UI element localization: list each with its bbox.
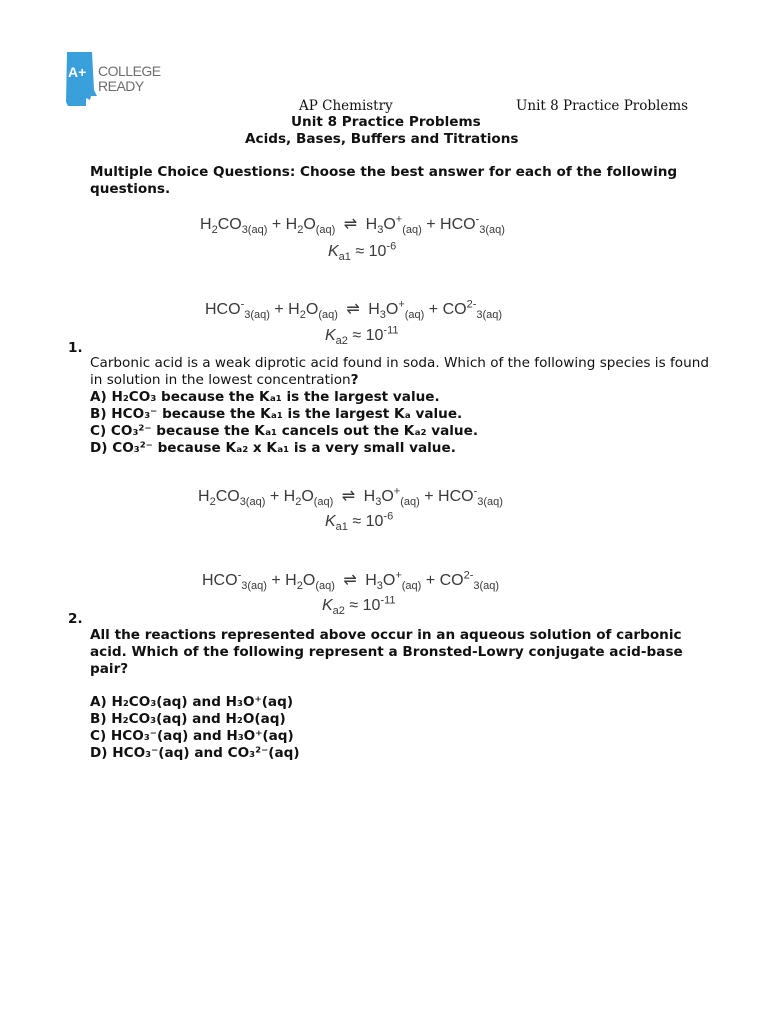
instructions-line1: Multiple Choice Questions: Choose the best answer for each of the following: [90, 164, 678, 180]
equilibrium-arrow-icon: ⇌: [346, 301, 360, 318]
unit-label-right: Unit 8 Practice Problems: [516, 98, 689, 114]
question-2-number: 2.: [68, 611, 83, 627]
question-2: [90, 627, 683, 762]
page-subtitle: Acids, Bases, Buffers and Titrations: [245, 131, 519, 147]
logo-line2: READY: [98, 78, 144, 94]
question-1-number: 1.: [68, 340, 83, 356]
ka1-expression: $K_{a1} \approx 10^{-6}$: [328, 240, 397, 264]
ka2-expression-2: $K_{a2} \approx 10^{-11}$: [322, 594, 396, 618]
ka2-expression: $K_{a2} \approx 10^{-11}$: [325, 324, 399, 348]
equation-2: $HCO^-_{3(aq)} + H_2O_{(aq)}$ ⇌ $H_3O^+_{(aq)} + CO^{2-}_{3(aq)}$: [205, 298, 503, 322]
question-1: [90, 355, 709, 457]
page-title: Unit 8 Practice Problems: [291, 114, 481, 130]
college-ready-logo: [64, 50, 174, 108]
question-1-stem-line1: Carbonic acid is a weak diprotic acid found in soda. Which of the following species is found: [90, 355, 709, 371]
instructions: [90, 164, 677, 198]
logo-line1: COLLEGE: [98, 63, 161, 79]
question-2-option-c[interactable]: C) HCO₃⁻(aq) and H₃O⁺(aq): [90, 728, 294, 744]
question-2-stem-line2: acid. Which of the following represent a Bronsted-Lowry conjugate acid-base: [90, 644, 683, 660]
ka1-expression-2: $K_{a1} \approx 10^{-6}$: [325, 510, 394, 534]
equilibrium-arrow-icon: ⇌: [343, 216, 358, 233]
question-1-option-a[interactable]: A) H₂CO₃ because the Kₐ₁ is the largest value.: [90, 389, 440, 405]
question-2-stem-line3: pair?: [90, 661, 129, 677]
question-1-stem-line2: in solution in the lowest concentration?: [90, 372, 359, 388]
course-name: AP Chemistry: [299, 98, 393, 114]
instructions-line2: questions.: [90, 181, 171, 197]
question-2-option-a[interactable]: A) H₂CO₃(aq) and H₃O⁺(aq): [90, 694, 294, 710]
question-1-option-d[interactable]: D) CO₃²⁻ because Kₐ₂ x Kₐ₁ is a very small value.: [90, 440, 456, 456]
equilibrium-arrow-icon: ⇌: [341, 488, 356, 505]
equation-1: $H_2CO_{3(aq)} + H_2O_{(aq)}$ ⇌ $H_3O^+_{(aq)} + HCO^-_{3(aq)}$: [200, 213, 505, 237]
question-1-option-c[interactable]: C) CO₃²⁻ because the Kₐ₁ cancels out the Kₐ₂ value.: [90, 423, 478, 439]
equilibrium-arrow-icon: ⇌: [343, 572, 357, 589]
question-2-option-b[interactable]: B) H₂CO₃(aq) and H₂O(aq): [90, 711, 286, 727]
question-2-stem-line1: All the reactions represented above occur in an aqueous solution of carbonic: [90, 627, 682, 643]
equation-3: $H_2CO_{3(aq)} + H_2O_{(aq)}$ ⇌ $H_3O^+_{(aq)} + HCO^-_{3(aq)}$: [198, 485, 503, 509]
logo-badge: A+: [68, 64, 87, 80]
equation-4: $HCO^-_{3(aq)} + H_2O_{(aq)}$ ⇌ $H_3O^+_{(aq)} + CO^{2-}_{3(aq)}$: [202, 569, 500, 593]
question-1-option-b[interactable]: B) HCO₃⁻ because the Kₐ₁ is the largest Kₐ value.: [90, 406, 463, 422]
question-2-option-d[interactable]: D) HCO₃⁻(aq) and CO₃²⁻(aq): [90, 745, 300, 761]
